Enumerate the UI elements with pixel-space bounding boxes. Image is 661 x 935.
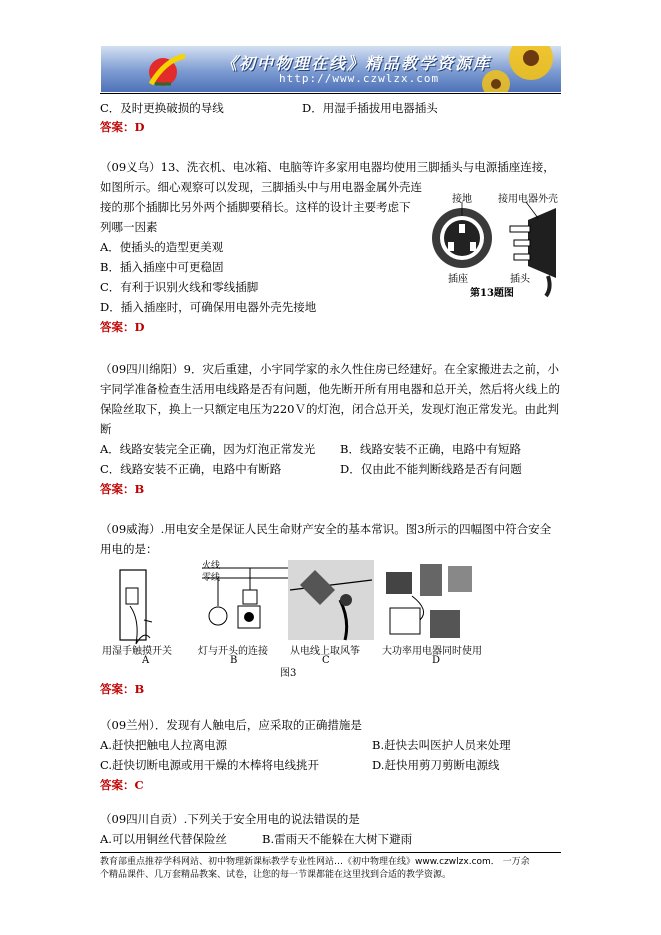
header-rule [100, 93, 561, 94]
banner-url[interactable]: http://www.czwlzx.com [279, 72, 440, 85]
footer-line1: 教育部重点推荐学科网站、初中物理新课标教学专业性网站…《初中物理在线》www.czwlzx.com． 一万余 [100, 857, 530, 867]
footer-line2: 个精品课件、几万套精品教案、试卷，让您的每一节课都能在这里找到合适的教学资源。 [100, 870, 452, 880]
qweihai-label-live: 火线 [202, 561, 221, 571]
site-logo-icon [145, 50, 195, 90]
qweihai-caption-b: 灯与开头的连接 [198, 646, 268, 657]
qlanzhou-line1: （09兰州）．发现有人触电后，应采取的正确措施是 [100, 718, 362, 732]
prev-option-d: D．用湿手插拔用电器插头 [302, 101, 438, 115]
qlanzhou-option-d: D.赶快用剪刀剪断电源线 [372, 758, 500, 772]
qweihai-caption-c: 从电线上取风筝 [290, 646, 360, 657]
qlanzhou-option-b: B.赶快去叫医护人员来处理 [372, 738, 511, 752]
q13-figure [428, 188, 568, 298]
q9-option-a: A．线路安装完全正确，因为灯泡正常发光 [100, 442, 316, 456]
qweihai-letter-b: B [230, 655, 238, 666]
q13-line1: （09义乌）13、洗衣机、电冰箱、电脑等许多家用电器均使用三脚插头与电源插座连接， [100, 160, 555, 174]
q13-answer: 答案：D [100, 320, 145, 334]
q9-option-b: B．线路安装不正确，电路中有短路 [340, 442, 521, 456]
qlanzhou-option-a: A.赶快把触电人拉离电源 [100, 738, 227, 752]
q13-label-socket: 插座 [448, 274, 468, 285]
header-banner [101, 46, 561, 92]
qweihai-label-neutral: 零线 [202, 573, 221, 583]
prev-option-c: C．及时更换破损的导线 [100, 101, 224, 115]
q13-line4: 列哪一因素 [100, 220, 158, 234]
footer-rule [100, 852, 561, 853]
qlanzhou-option-c: C.赶快切断电源或用干燥的木棒将电线挑开 [100, 758, 320, 772]
q9-line3: 保险丝取下，换上一只额定电压为220Ｖ的灯泡，闭合总开关，发现灯泡正常发光。由此判 [100, 402, 559, 416]
qlanzhou-answer: 答案：C [100, 778, 144, 792]
q13-option-b: B．插入插座中可更稳固 [100, 260, 224, 274]
qweihai-figure-caption: 图3 [280, 668, 297, 679]
q13-label-shell: 接用电器外壳 [498, 194, 558, 205]
qweihai-line1: （09威海）.用电安全是保证人民生命财产安全的基本常识。图3所示的四幅图中符合安全 [100, 522, 552, 536]
q13-line2: 如图所示。细心观察可以发现，三脚插头中与用电器金属外壳连 [100, 180, 422, 194]
q9-option-c: C．线路安装不正确，电路中有断路 [100, 462, 282, 476]
qweihai-caption-a: 用湿手触摸开关 [102, 646, 172, 657]
q13-label-ground: 接地 [452, 194, 472, 205]
qweihai-letter-d: D [432, 655, 441, 666]
q9-line2: 宇同学准备检查生活用电线路是否有问题，他先断开所有用电器和总开关，然后将火线上的 [100, 382, 560, 396]
q13-label-plug: 插头 [510, 274, 530, 285]
q13-line3: 接的那个插脚比另外两个插脚要稍长。这样的设计主要考虑下 [100, 200, 411, 214]
qweihai-answer: 答案：B [100, 682, 145, 696]
q13-option-d: D．插入插座时，可确保用电器外壳先接地 [100, 300, 317, 314]
qweihai-line2: 用电的是： [100, 542, 158, 556]
prev-answer: 答案：D [100, 120, 145, 134]
banner-title: 《初中物理在线》精品教学资源库 [221, 54, 492, 73]
q9-answer: 答案：B [100, 482, 145, 496]
qweihai-figure [100, 560, 510, 678]
qzigong-line1: （09四川自贡）.下列关于安全用电的说法错误的是 [100, 812, 360, 826]
qweihai-caption-d: 大功率用电器同时使用 [382, 646, 482, 657]
qzigong-option-a: A.可以用铜丝代替保险丝 [100, 832, 227, 846]
q9-line4: 断 [100, 422, 112, 436]
qweihai-letter-a: A [142, 655, 150, 666]
q9-option-d: D．仅由此不能判断线路是否有问题 [340, 462, 522, 476]
q13-option-a: A．使插头的造型更美观 [100, 240, 224, 254]
qweihai-letter-c: C [322, 655, 330, 666]
qzigong-option-b: B.雷雨天不能躲在大树下避雨 [262, 832, 413, 846]
q13-figure-caption: 第13题图 [470, 288, 514, 299]
q13-option-c: C．有利于识别火线和零线插脚 [100, 280, 259, 294]
q9-line1: （09四川绵阳）9．灾后重建，小宇同学家的永久性住房已经建好。在全家搬进去之前，小 [100, 362, 559, 376]
